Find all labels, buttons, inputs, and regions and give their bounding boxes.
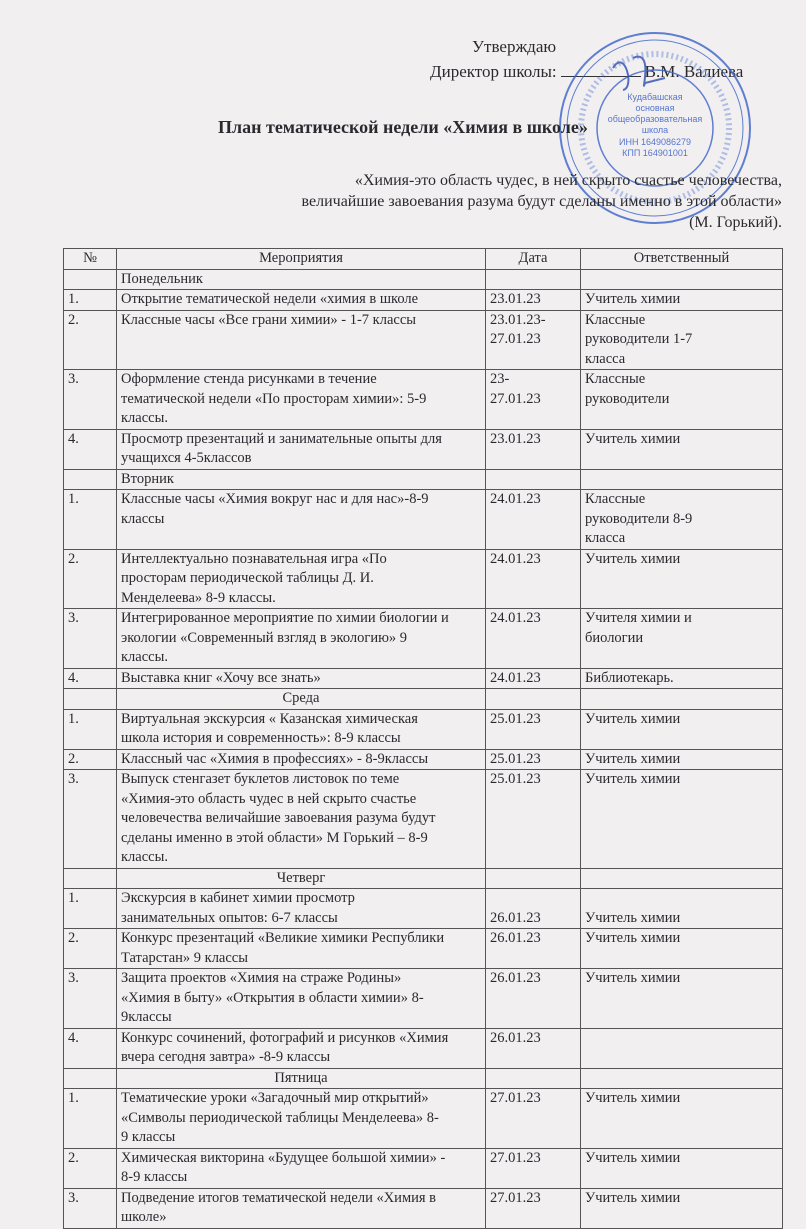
- row-date: 24.01.23: [486, 490, 581, 550]
- day-label: Понедельник: [117, 269, 486, 290]
- table-row: [64, 770, 783, 869]
- row-activity: Выставка книг «Хочу все знать»: [117, 668, 486, 689]
- table-row: [64, 668, 783, 689]
- table-row: [64, 490, 783, 550]
- row-responsible: Библиотекарь.: [581, 668, 783, 689]
- row-number: 2.: [64, 929, 117, 969]
- row-date: 23.01.23: [486, 429, 581, 469]
- row-activity: Классные часы «Все грани химии» - 1-7 классы: [117, 310, 486, 370]
- day-row: [64, 689, 783, 710]
- row-activity: Выпуск стенгазет буклетов листовок по теме «Химия-это область чудес в ней скрыто счастье человечества величайшие завоевания разума будут сделаны именно в этой области» М Горький – 8-9 классы.: [117, 770, 486, 869]
- day-empty: [581, 269, 783, 290]
- svg-text:КПП 164901001: КПП 164901001: [622, 148, 688, 158]
- director-label: Директор школы:: [430, 62, 557, 81]
- row-responsible: Классные руководители: [581, 370, 783, 430]
- row-responsible: Учитель химии: [581, 889, 783, 929]
- row-date: 26.01.23: [486, 889, 581, 929]
- row-responsible: Классные руководители 8-9 класса: [581, 490, 783, 550]
- day-label: Пятница: [117, 1068, 486, 1089]
- row-activity: Классный час «Химия в профессиях» - 8-9классы: [117, 749, 486, 770]
- day-empty: [64, 1068, 117, 1089]
- row-responsible: Учитель химии: [581, 709, 783, 749]
- row-date: 23.01.23: [486, 290, 581, 311]
- epigraph-line-1: «Химия-это область чудес, в ней скрыто счастье человечества,: [354, 172, 782, 189]
- epigraph-author: (М. Горький).: [689, 214, 782, 231]
- day-empty: [486, 269, 581, 290]
- day-empty: [486, 1068, 581, 1089]
- day-empty: [64, 469, 117, 490]
- row-activity: Конкурс презентаций «Великие химики Республики Татарстан» 9 классы: [117, 929, 486, 969]
- row-activity: Экскурсия в кабинет химии просмотр занимательных опытов: 6-7 классы: [117, 889, 486, 929]
- row-activity: Оформление стенда рисунками в течение тематической недели «По просторам химии»: 5-9 классы.: [117, 370, 486, 430]
- row-date: 23- 27.01.23: [486, 370, 581, 430]
- table-row: [64, 290, 783, 311]
- day-label: Четверг: [117, 868, 486, 889]
- row-responsible: Учителя химии и биологии: [581, 609, 783, 669]
- row-number: 3.: [64, 969, 117, 1029]
- day-label: Среда: [117, 689, 486, 710]
- row-number: 1.: [64, 1089, 117, 1149]
- row-number: 3.: [64, 370, 117, 430]
- row-date: 27.01.23: [486, 1089, 581, 1149]
- row-responsible: Учитель химии: [581, 290, 783, 311]
- row-activity: Открытие тематической недели «химия в школе: [117, 290, 486, 311]
- row-date: 24.01.23: [486, 609, 581, 669]
- row-date: 25.01.23: [486, 749, 581, 770]
- epigraph-line-2: величайшие завоевания разума будут сделаны именно в этой области»: [301, 193, 782, 210]
- row-responsible: Учитель химии: [581, 1148, 783, 1188]
- row-responsible: Учитель химии: [581, 1188, 783, 1228]
- row-activity: Подведение итогов тематической недели «Химия в школе»: [117, 1188, 486, 1228]
- row-number: 4.: [64, 668, 117, 689]
- header-responsible: Ответственный: [581, 249, 783, 270]
- table-row: [64, 1148, 783, 1188]
- row-activity: Виртуальная экскурсия « Казанская химическая школа история и современность»: 8-9 классы: [117, 709, 486, 749]
- row-activity: Конкурс сочинений, фотографий и рисунков «Химия вчера сегодня завтра» -8-9 классы: [117, 1028, 486, 1068]
- day-empty: [64, 689, 117, 710]
- table-row: [64, 889, 783, 929]
- row-number: 1.: [64, 889, 117, 929]
- row-activity: Интеллектуально познавательная игра «По просторам периодической таблицы Д. И. Менделеева» 8-9 классы.: [117, 549, 486, 609]
- header-activity: Мероприятия: [117, 249, 486, 270]
- row-responsible: Учитель химии: [581, 429, 783, 469]
- day-empty: [581, 469, 783, 490]
- svg-text:общеобразовательная: общеобразовательная: [607, 114, 703, 124]
- table-row: [64, 549, 783, 609]
- row-activity: Классные часы «Химия вокруг нас и для нас»-8-9 классы: [117, 490, 486, 550]
- row-activity: Интегрированное мероприятие по химии биологии и экологии «Современный взгляд в экологию» 9 классы.: [117, 609, 486, 669]
- approval-heading: Утверждаю: [472, 37, 557, 56]
- row-number: 3.: [64, 609, 117, 669]
- row-number: 4.: [64, 429, 117, 469]
- svg-text:школа: школа: [641, 125, 669, 135]
- day-empty: [581, 1068, 783, 1089]
- row-responsible: Учитель химии: [581, 749, 783, 770]
- day-empty: [486, 469, 581, 490]
- row-number: 4.: [64, 1028, 117, 1068]
- row-responsible: Учитель химии: [581, 969, 783, 1029]
- row-number: 3.: [64, 770, 117, 869]
- events-table: [63, 248, 783, 1229]
- table-row: [64, 749, 783, 770]
- row-date: 23.01.23- 27.01.23: [486, 310, 581, 370]
- row-date: 25.01.23: [486, 709, 581, 749]
- row-number: 1.: [64, 709, 117, 749]
- table-row: [64, 310, 783, 370]
- day-empty: [486, 689, 581, 710]
- day-row: [64, 868, 783, 889]
- day-empty: [64, 868, 117, 889]
- svg-text:Кудабашская: Кудабашская: [627, 92, 683, 102]
- row-date: 26.01.23: [486, 1028, 581, 1068]
- row-date: 27.01.23: [486, 1148, 581, 1188]
- row-responsible: Классные руководители 1-7 класса: [581, 310, 783, 370]
- row-responsible: [581, 1028, 783, 1068]
- row-number: 3.: [64, 1188, 117, 1228]
- row-date: 24.01.23: [486, 549, 581, 609]
- svg-text:основная: основная: [635, 103, 675, 113]
- row-responsible: Учитель химии: [581, 929, 783, 969]
- table-row: [64, 1089, 783, 1149]
- row-number: 2.: [64, 549, 117, 609]
- day-row: [64, 1068, 783, 1089]
- row-number: 1.: [64, 290, 117, 311]
- row-responsible: Учитель химии: [581, 1089, 783, 1149]
- row-date: 24.01.23: [486, 668, 581, 689]
- table-row: [64, 969, 783, 1029]
- table-row: [64, 429, 783, 469]
- day-empty: [581, 689, 783, 710]
- table-row: [64, 929, 783, 969]
- row-number: 2.: [64, 749, 117, 770]
- row-date: 26.01.23: [486, 969, 581, 1029]
- day-empty: [64, 269, 117, 290]
- row-activity: Химическая викторина «Будущее большой химии» - 8-9 классы: [117, 1148, 486, 1188]
- row-activity: Защита проектов «Химия на страже Родины» «Химия в быту» «Открытия в области химии» 8- 9классы: [117, 969, 486, 1029]
- day-row: [64, 269, 783, 290]
- row-responsible: Учитель химии: [581, 770, 783, 869]
- row-activity: Тематические уроки «Загадочный мир открытий» «Символы периодической таблицы Менделеева» 8- 9 классы: [117, 1089, 486, 1149]
- svg-text:ИНН 1649086279: ИНН 1649086279: [618, 137, 692, 147]
- row-number: 1.: [64, 490, 117, 550]
- header-number: №: [64, 249, 117, 270]
- row-date: 27.01.23: [486, 1188, 581, 1228]
- table-row: [64, 1028, 783, 1068]
- row-number: 2.: [64, 310, 117, 370]
- row-responsible: Учитель химии: [581, 549, 783, 609]
- table-row: [64, 709, 783, 749]
- director-name: В.М. Валиева: [644, 62, 744, 81]
- row-number: 2.: [64, 1148, 117, 1188]
- day-label: Вторник: [117, 469, 486, 490]
- day-empty: [486, 868, 581, 889]
- day-empty: [581, 868, 783, 889]
- page-title: План тематической недели «Химия в школе»: [218, 117, 588, 137]
- table-header-row: [64, 249, 783, 270]
- row-date: 25.01.23: [486, 770, 581, 869]
- table-row: [64, 609, 783, 669]
- row-activity: Просмотр презентаций и занимательные опыты для учащихся 4-5классов: [117, 429, 486, 469]
- table-row: [64, 370, 783, 430]
- row-date: 26.01.23: [486, 929, 581, 969]
- day-row: [64, 469, 783, 490]
- table-row: [64, 1188, 783, 1228]
- header-date: Дата: [486, 249, 581, 270]
